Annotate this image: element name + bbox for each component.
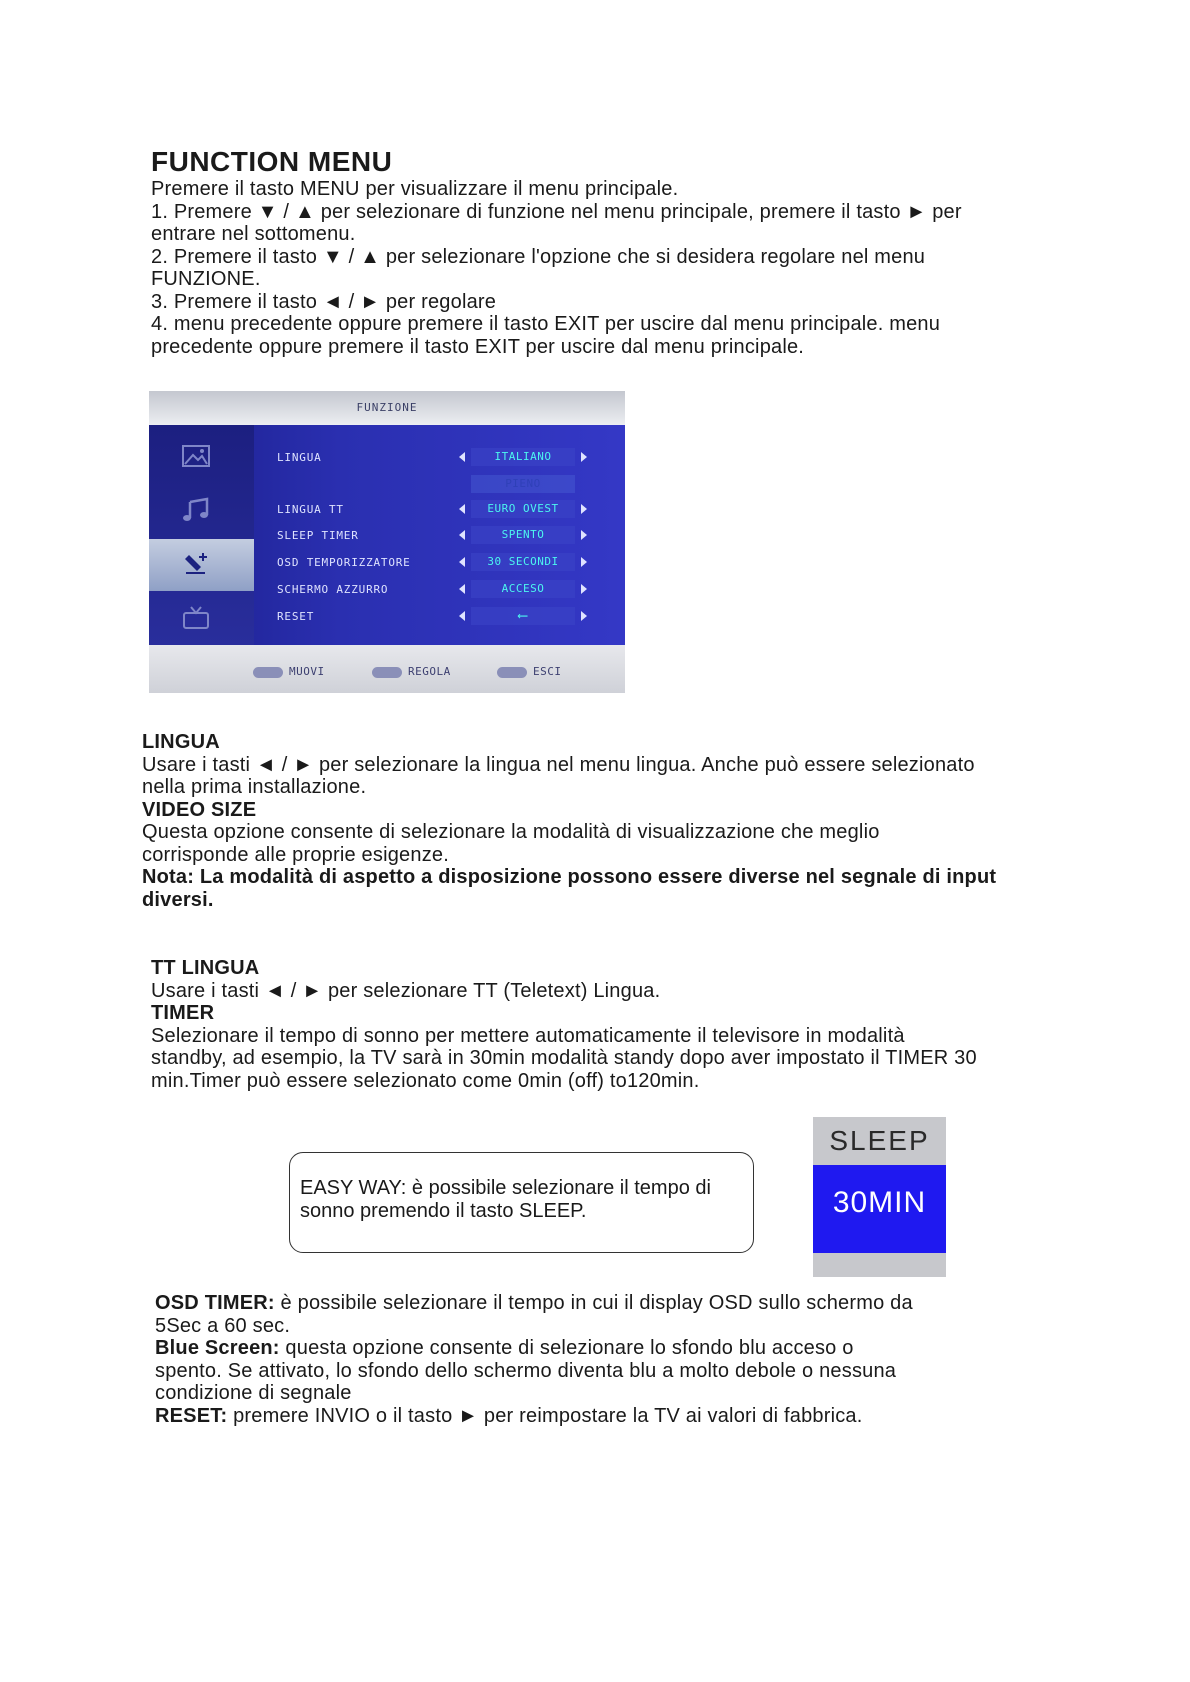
text-line: questa opzione consente di selezionare lo sfondo blu acceso o: [279, 1337, 854, 1359]
page-title: FUNCTION MENU: [151, 146, 393, 177]
text-line: spento. Se attivato, lo sfondo dello schermo diventa blu a molto debole o nessuna: [155, 1359, 897, 1382]
arrow-left-icon: [459, 452, 465, 462]
tv-menu-row-hidden: [277, 474, 607, 496]
text-line: EASY WAY: è possibile selezionare il tempo di: [300, 1177, 711, 1199]
text-line: sonno premendo il tasto SLEEP.: [300, 1200, 587, 1222]
reset-paragraph: [155, 1405, 1095, 1428]
text-line: Usare i tasti ◄ / ► per selezionare la lingua nel menu lingua. Anche può essere selezionato: [142, 753, 975, 776]
tv-menu-row-reset: [277, 606, 607, 628]
reset-label: RESET:: [155, 1404, 228, 1427]
tv-row-value: 30 SECONDI: [471, 553, 575, 571]
section-heading: TIMER: [151, 1002, 215, 1024]
text-line: premere INVIO o il tasto ► per reimpostare la TV ai valori di fabbrica.: [227, 1404, 863, 1427]
menu-key-icon: [497, 667, 527, 678]
tv-menu-row-schermo: [277, 579, 607, 601]
easy-way-text: [300, 1177, 750, 1223]
tv-row-label: LINGUA TT: [277, 503, 344, 516]
text-line: min.Timer può essere selezionato come 0min (off) to120min.: [151, 1069, 700, 1092]
tv-menu-title: FUNZIONE: [149, 391, 625, 425]
text-line: 3. Premere il tasto ◄ / ► per regolare: [151, 290, 497, 313]
arrow-right-icon: [581, 584, 587, 594]
text-line: 2. Premere il tasto ▼ / ▲ per selezionare l'opzione che si desidera regolare nel menu: [151, 245, 926, 268]
easy-way-box: [289, 1152, 754, 1253]
text-line: 4. menu precedente oppure premere il tasto EXIT per uscire dal menu principale. menu: [151, 313, 941, 335]
arrow-right-icon: [581, 530, 587, 540]
tv-menu-footer: [149, 645, 625, 693]
text-line: precedente oppure premere il tasto EXIT per uscire dal menu principale.: [151, 335, 805, 358]
music-note-icon: [181, 497, 211, 523]
updown-key-icon: [253, 667, 283, 678]
arrow-left-icon: [459, 584, 465, 594]
text-line: condizione di segnale: [155, 1382, 352, 1404]
tv-row-value: EURO OVEST: [471, 500, 575, 518]
text-line: Questa opzione consente di selezionare la modalità di visualizzazione che meglio: [142, 821, 880, 843]
arrow-left-icon: [459, 611, 465, 621]
text-line: Premere il tasto MENU per visualizzare il menu principale.: [151, 178, 679, 200]
footer-move: [253, 665, 325, 678]
arrow-right-icon: [581, 504, 587, 514]
tv-row-label: OSD TEMPORIZZATORE: [277, 556, 411, 569]
sleep-bottom-bar: [813, 1253, 946, 1277]
text-line: nella prima installazione.: [142, 776, 367, 798]
sidebar-item-function: [149, 539, 254, 591]
arrow-left-icon: [459, 557, 465, 567]
arrow-right-icon: [581, 452, 587, 462]
osd-section: [155, 1292, 1095, 1427]
section-heading: VIDEO SIZE: [142, 798, 257, 821]
text-line: è possibile selezionare il tempo in cui il display OSD sullo schermo da: [274, 1292, 913, 1314]
blue-label: Blue Screen:: [155, 1337, 280, 1359]
note-line: diversi.: [142, 888, 214, 911]
function-menu-instructions: [151, 178, 1051, 358]
picture-icon: [181, 443, 211, 469]
text-line: 1. Premere ▼ / ▲ per selezionare di funzione nel menu principale, premere il tasto ► per: [151, 200, 962, 223]
tv-menu-row-lingua-tt: [277, 499, 607, 521]
function-tools-icon: [181, 551, 211, 577]
arrow-right-icon: [581, 611, 587, 621]
sidebar-item-sound: [149, 485, 254, 537]
lingua-video-section: [142, 731, 1092, 911]
sleep-display: [813, 1117, 946, 1277]
text-line: entrare nel sottomenu.: [151, 223, 356, 245]
text-line: FUNZIONE.: [151, 268, 261, 290]
tv-row-label: LINGUA: [277, 451, 322, 464]
tv-menu-screenshot: [149, 391, 625, 693]
sleep-value: 30MIN: [813, 1165, 946, 1253]
tv-menu-row-osd: [277, 552, 607, 574]
section-heading: LINGUA: [142, 731, 220, 753]
tv-row-label: SCHERMO AZZURRO: [277, 583, 389, 596]
tv-row-value: PIENO: [471, 475, 575, 493]
arrow-left-icon: [459, 530, 465, 540]
sleep-label: SLEEP: [813, 1117, 946, 1165]
text-line: standby, ad esempio, la TV sarà in 30min modalità standy dopo aver impostato il TIMER 30: [151, 1047, 977, 1069]
footer-exit: [497, 665, 562, 678]
tv-row-value: ACCESO: [471, 580, 575, 598]
arrow-right-icon: [581, 557, 587, 567]
arrow-left-icon: [459, 504, 465, 514]
footer-exit-label: ESCI: [533, 665, 562, 678]
tt-timer-section: [151, 957, 1091, 1092]
sidebar-item-tv: [149, 593, 254, 645]
note-line: Nota: La modalità di aspetto a disposizione possono essere diverse nel segnale di input: [142, 866, 997, 888]
tv-row-value: ITALIANO: [471, 448, 575, 466]
tv-menu-sidebar: [149, 425, 254, 663]
tv-row-label: SLEEP TIMER: [277, 529, 359, 542]
text-line: Usare i tasti ◄ / ► per selezionare TT (Teletext) Lingua.: [151, 979, 661, 1002]
text-line: Selezionare il tempo di sonno per mettere automaticamente il televisore in modalità: [151, 1024, 905, 1047]
tv-row-value: SPENTO: [471, 526, 575, 544]
sidebar-item-picture: [149, 431, 254, 483]
blue-screen-paragraph: [155, 1337, 1095, 1360]
footer-adjust: [372, 665, 451, 678]
tv-menu-row-sleep-timer: [277, 525, 607, 547]
osd-label: OSD TIMER:: [155, 1292, 275, 1314]
return-icon: ⟵: [471, 607, 575, 625]
leftright-key-icon: [372, 667, 402, 678]
footer-adjust-label: REGOLA: [408, 665, 451, 678]
text-line: corrisponde alle proprie esigenze.: [142, 843, 449, 866]
osd-timer-paragraph: [155, 1292, 1095, 1315]
section-heading: TT LINGUA: [151, 957, 260, 979]
footer-move-label: MUOVI: [289, 665, 325, 678]
tv-row-label: RESET: [277, 610, 315, 623]
tv-icon: [181, 605, 211, 631]
tv-menu-row-lingua: [277, 447, 607, 469]
text-line: 5Sec a 60 sec.: [155, 1314, 291, 1337]
